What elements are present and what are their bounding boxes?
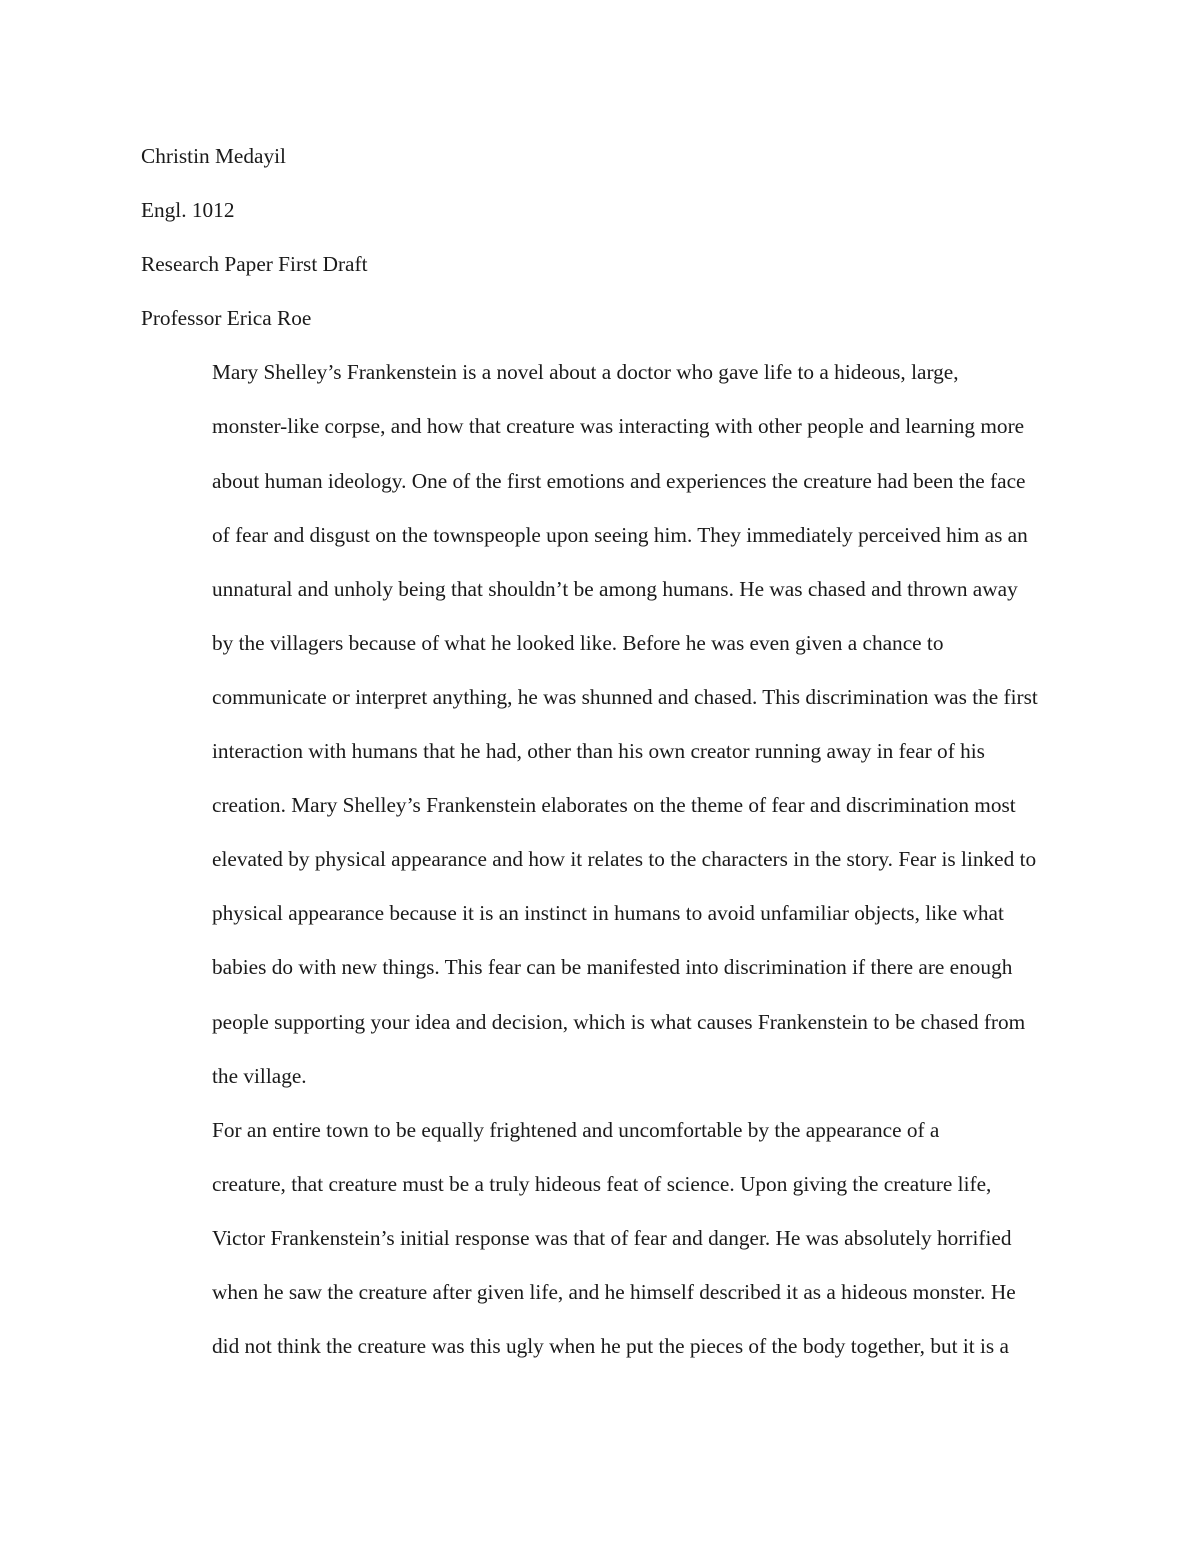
author-name: Christin Medayil	[141, 144, 286, 168]
paragraph-line: Mary Shelley’s Frankenstein is a novel about a doctor who gave life to a hideous, large,	[212, 360, 959, 385]
paragraph-line: Victor Frankenstein’s initial response was that of fear and danger. He was absolutely horrified	[212, 1225, 1012, 1250]
paragraph-line: physical appearance because it is an instinct in humans to avoid unfamiliar objects, like what	[212, 901, 1004, 926]
paragraph-line: babies do with new things. This fear can be manifested into discrimination if there are enough	[212, 955, 1013, 980]
paragraph-line: when he saw the creature after given life, and he himself described it as a hideous monster. He	[212, 1279, 1016, 1304]
paragraph-line: unnatural and unholy being that shouldn’t be among humans. He was chased and thrown away	[212, 576, 1018, 601]
paragraph-1	[141, 345, 1061, 1102]
paragraph-line: elevated by physical appearance and how it relates to the characters in the story. Fear is linked to	[212, 847, 1037, 872]
paragraph-line: communicate or interpret anything, he was shunned and chased. This discrimination was the first	[212, 684, 1038, 709]
paragraph-line: For an entire town to be equally frightened and uncomfortable by the appearance of a	[212, 1117, 940, 1142]
paragraph-line: the village.	[212, 1063, 307, 1088]
professor-name: Professor Erica Roe	[141, 306, 312, 331]
assignment-title: Research Paper First Draft	[141, 252, 368, 277]
paragraph-line: monster-like corpse, and how that creature was interacting with other people and learning more	[212, 414, 1025, 439]
paragraph-line: interaction with humans that he had, other than his own creator running away in fear of his	[212, 739, 985, 764]
paragraph-line: by the villagers because of what he looked like. Before he was even given a chance to	[212, 630, 944, 655]
paragraph-line: people supporting your idea and decision, which is what causes Frankenstein to be chased from	[212, 1009, 1026, 1034]
paragraph-line: of fear and disgust on the townspeople upon seeing him. They immediately perceived him as an	[212, 522, 1028, 547]
document-text	[141, 129, 1061, 1373]
paragraph-line: about human ideology. One of the first emotions and experiences the creature had been the face	[212, 468, 1026, 493]
paragraph-line: creature, that creature must be a truly hideous feat of science. Upon giving the creature life,	[212, 1171, 992, 1196]
paragraph-2	[141, 1103, 1061, 1373]
paragraph-line: did not think the creature was this ugly when he put the pieces of the body together, but it is a	[212, 1334, 1010, 1359]
course-number: Engl. 1012	[141, 198, 235, 223]
paragraph-line: creation. Mary Shelley’s Frankenstein elaborates on the theme of fear and discrimination most	[212, 793, 1016, 818]
